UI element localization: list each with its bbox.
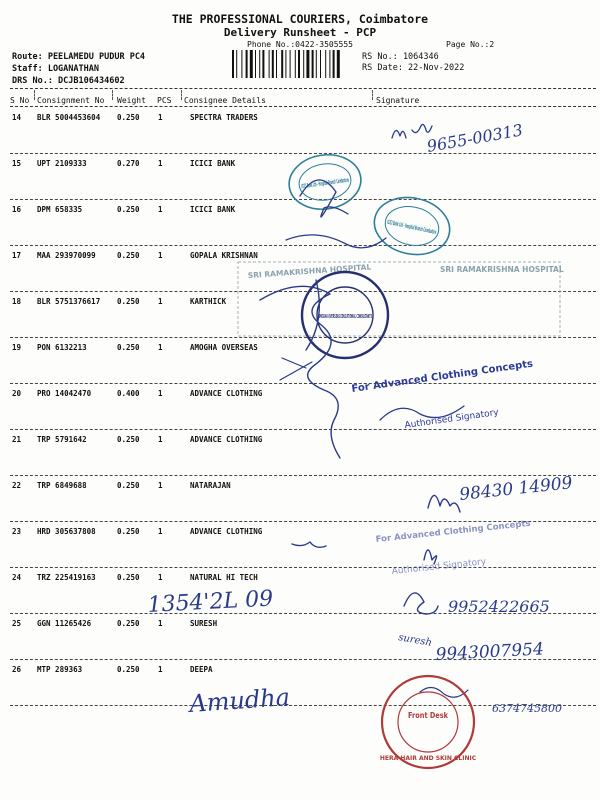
- weight: 0.250: [117, 481, 140, 490]
- staff-info: Staff: LOGANATHAN: [12, 64, 99, 74]
- pieces: 1: [158, 205, 163, 214]
- weight: 0.250: [117, 251, 140, 260]
- signature-row24: [147, 586, 550, 618]
- weight: 0.250: [117, 343, 140, 352]
- stamp-text: ICICI Bank Ltd - Hospital Branch Coimbatore: [300, 162, 450, 191]
- pieces: 1: [158, 527, 163, 536]
- stamp-text: For Advanced Clothing Concepts: [350, 358, 534, 395]
- consignment-number: BLR 5004453604: [37, 113, 101, 122]
- weight: 0.250: [117, 665, 140, 674]
- pieces: 1: [158, 573, 163, 582]
- phone-number: Phone No.:0422-3505555: [247, 40, 353, 49]
- phone-handwritten: 9655-00313: [425, 120, 525, 156]
- stamp-text: HERA HAIR AND SKIN CLINIC: [379, 755, 477, 762]
- pieces: 1: [158, 481, 163, 490]
- page-number: Page No.:2: [446, 40, 495, 49]
- row-sno: 16: [12, 205, 22, 214]
- rs-number: RS No.: 1064346: [362, 52, 439, 62]
- pieces: 1: [158, 343, 163, 352]
- row-sno: 26: [12, 665, 22, 674]
- icici-stamp: [369, 191, 535, 262]
- consignee-name: ADVANCE CLOTHING: [190, 389, 263, 398]
- drs-number: DRS No.: DCJB106434602: [12, 76, 125, 86]
- advance-clothing-stamp: [375, 519, 531, 577]
- amogha-stamp: [302, 272, 388, 358]
- pieces: 1: [158, 435, 163, 444]
- pieces: 1: [158, 113, 163, 122]
- hospital-stamp: [238, 262, 564, 336]
- row-sno: 21: [12, 435, 22, 444]
- stamp-text: Authorised Signatory: [391, 557, 487, 577]
- consignment-number: TRZ 225419163: [37, 573, 96, 582]
- row-sno: 19: [12, 343, 22, 352]
- row-sno: 25: [12, 619, 22, 628]
- consignee-name: NATARAJAN: [190, 481, 231, 490]
- company-title: THE PROFESSIONAL COURIERS, Coimbatore: [171, 12, 429, 26]
- phone-handwritten: 98430 14909: [458, 473, 574, 505]
- consignee-name: ADVANCE CLOTHING: [190, 435, 263, 444]
- consignee-name: NATURAL HI TECH: [190, 573, 258, 582]
- consignee-name: GOPALA KRISHNAN: [190, 251, 258, 260]
- col-signature: Signature: [376, 96, 420, 105]
- route-info: Route: PEELAMEDU PUDUR PC4: [12, 52, 146, 62]
- weight: 0.400: [117, 389, 140, 398]
- pieces: 1: [158, 389, 163, 398]
- consignee-name: ADVANCE CLOTHING: [190, 527, 263, 536]
- consignee-name: SPECTRA TRADERS: [190, 113, 258, 122]
- name-handwritten: suresh: [397, 632, 433, 649]
- stamp-text: SRI RAMAKRISHNA HOSPITAL: [440, 265, 564, 274]
- pieces: 1: [158, 297, 163, 306]
- weight: 0.250: [117, 297, 140, 306]
- rs-date: RS Date: 22-Nov-2022: [362, 63, 465, 73]
- phone-handwritten: 9943007954: [435, 639, 545, 665]
- signature-row23: [292, 542, 437, 564]
- row-sno: 15: [12, 159, 22, 168]
- col-pcs: PCS: [157, 96, 172, 105]
- row-sno: 20: [12, 389, 22, 398]
- consignee-name: ICICI BANK: [190, 205, 236, 214]
- col-consignment: Consignment No: [37, 96, 105, 105]
- weight: 0.250: [117, 527, 140, 536]
- consignment-number: TRP 5791642: [37, 435, 87, 444]
- pieces: 1: [158, 619, 163, 628]
- phone-handwritten: 9952422665: [448, 597, 550, 616]
- weight: 0.250: [117, 113, 140, 122]
- pieces: 1: [158, 665, 163, 674]
- row-sno: 22: [12, 481, 22, 490]
- col-weight: Weight: [117, 96, 146, 105]
- stamp-text: SRI RAMAKRISHNA HOSPITAL: [247, 262, 372, 280]
- pieces: 1: [158, 159, 163, 168]
- consignment-number: PRO 14042470: [37, 389, 92, 398]
- pieces: 1: [158, 251, 163, 260]
- consignee-name: DEEPA: [190, 665, 213, 674]
- stamp-text: ICICI Bank Ltd - Hospital Branch Coimbatore: [386, 218, 535, 257]
- consignment-number: GGN 11265426: [37, 619, 92, 628]
- row-sno: 14: [12, 113, 22, 122]
- stamp-text: Front Desk: [408, 711, 449, 720]
- weight: 0.250: [117, 573, 140, 582]
- stamp-text: Authorised Signatory: [404, 407, 500, 431]
- consignment-number: BLR 5751376617: [37, 297, 101, 306]
- consignee-name: AMOGHA OVERSEAS: [190, 343, 258, 352]
- consignee-name: KARTHICK: [190, 297, 227, 306]
- runsheet-title: Delivery Runsheet - PCP: [223, 26, 377, 39]
- weight: 0.270: [117, 159, 140, 168]
- weight: 0.250: [117, 205, 140, 214]
- number-handwritten: 1354'2L 09: [147, 586, 274, 618]
- row-sno: 24: [12, 573, 22, 582]
- consignment-number: TRP 6849688: [37, 481, 87, 490]
- stamp-text: AMOGHA OVERSEAS EDUCATIONAL CONSULTANTS: [318, 314, 373, 320]
- row-sno: 18: [12, 297, 22, 306]
- number-handwritten: 6374745800: [492, 702, 562, 715]
- signature-row14: [392, 120, 524, 156]
- consignee-name: ICICI BANK: [190, 159, 236, 168]
- consignment-number: UPT 2109333: [37, 159, 87, 168]
- consignment-number: MAA 293970099: [37, 251, 96, 260]
- consignment-number: PON 6132213: [37, 343, 87, 352]
- hera-clinic-stamp: [380, 676, 477, 768]
- consignment-number: MTP 289363: [37, 665, 83, 674]
- signature-row22: [428, 473, 574, 512]
- row-sno: 17: [12, 251, 22, 260]
- signature-row25: [397, 632, 544, 665]
- consignee-name: SURESH: [190, 619, 218, 628]
- col-consignee: Consignee Details: [184, 96, 266, 105]
- consignment-number: DPM 658335: [37, 205, 83, 214]
- name-handwritten: Amudha: [188, 683, 291, 718]
- row-sno: 23: [12, 527, 22, 536]
- weight: 0.250: [117, 435, 140, 444]
- signature-row26: [186, 683, 562, 718]
- weight: 0.250: [117, 619, 140, 628]
- consignment-number: HRD 305637808: [37, 527, 96, 536]
- stamp-text: For Advanced Clothing Concepts: [375, 518, 532, 545]
- advance-clothing-stamp: [351, 359, 534, 431]
- col-sno: S No: [10, 96, 30, 105]
